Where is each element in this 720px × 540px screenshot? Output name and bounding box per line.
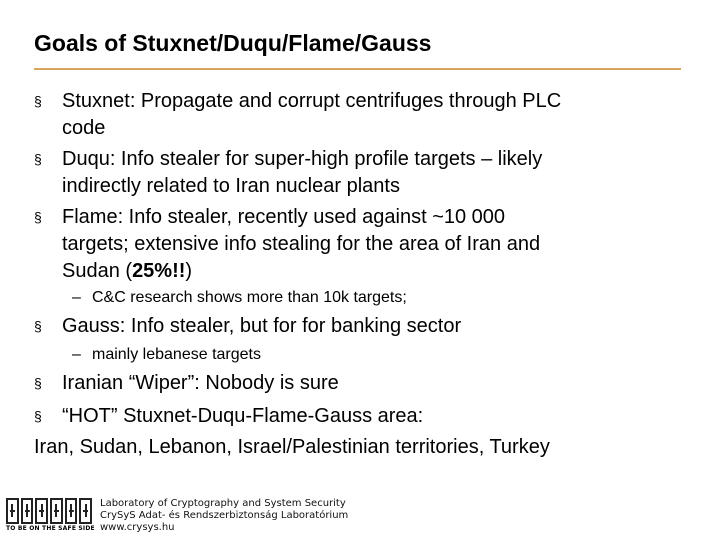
footer [6, 498, 348, 534]
bullet-stuxnet [34, 88, 694, 142]
bullet-duqu [34, 146, 694, 200]
sub-bullet-text: mainly lebanese targets [92, 346, 261, 363]
footer-line-lab-en: Laboratory of Cryptography and System Security [100, 498, 346, 509]
sub-bullet-mark: – [72, 289, 81, 306]
bullet-mark: § [34, 408, 42, 424]
slide-title: Goals of Stuxnet/Duqu/Flame/Gauss [34, 30, 432, 56]
logo-tagline: TO BE ON THE SAFE SIDE [6, 525, 95, 532]
crysys-logo [6, 498, 95, 534]
hot-area-countries: Iran, Sudan, Lebanon, Israel/Palestinian territories, Turkey [34, 436, 550, 458]
bullet-mark: § [34, 209, 42, 225]
bullet-text-line: targets; extensive info stealing for the area of Iran and [62, 233, 541, 255]
bullet-text-line: Flame: Info stealer, recently used against ~10 000 [62, 206, 506, 228]
bullet-gauss [34, 313, 694, 340]
bullet-mark: § [34, 151, 42, 167]
bullet-text-line: code [62, 117, 106, 139]
bullet-text-emphasis: 25%!! [132, 260, 186, 282]
footer-line-url: www.crysys.hu [100, 522, 175, 533]
footer-text [100, 498, 348, 534]
bullet-hot-area [34, 403, 694, 430]
title-divider [34, 68, 681, 70]
bullet-text-post: ) [185, 260, 193, 282]
bullet-text-line: indirectly related to Iran nuclear plants [62, 175, 400, 197]
footer-line-lab-hu: CrySyS Adat- és Rendszerbiztonság Laboratórium [100, 510, 349, 521]
bullet-mark: § [34, 318, 42, 334]
bullet-text-line: Stuxnet: Propagate and corrupt centrifuges through PLC [62, 90, 562, 112]
sub-bullet-mark: – [72, 346, 81, 363]
bullet-wiper [34, 370, 694, 397]
bullet-mark: § [34, 93, 42, 109]
bullet-text-line: Iranian “Wiper”: Nobody is sure [62, 372, 339, 394]
bullet-text-pre: Sudan ( [62, 260, 133, 282]
crysys-logo-mark [6, 498, 92, 524]
bullet-mark: § [34, 375, 42, 391]
bullet-text-line: Gauss: Info stealer, but for for banking sector [62, 315, 462, 337]
sub-bullet-text: C&C research shows more than 10k targets; [92, 289, 407, 306]
bullet-text-line: “HOT” Stuxnet-Duqu-Flame-Gauss area: [62, 405, 424, 427]
bullet-flame [34, 204, 694, 285]
sub-bullet-cnc [72, 288, 692, 308]
sub-bullet-lebanese [72, 345, 692, 365]
bullet-text-line: Duqu: Info stealer for super-high profile targets – likely [62, 148, 543, 170]
